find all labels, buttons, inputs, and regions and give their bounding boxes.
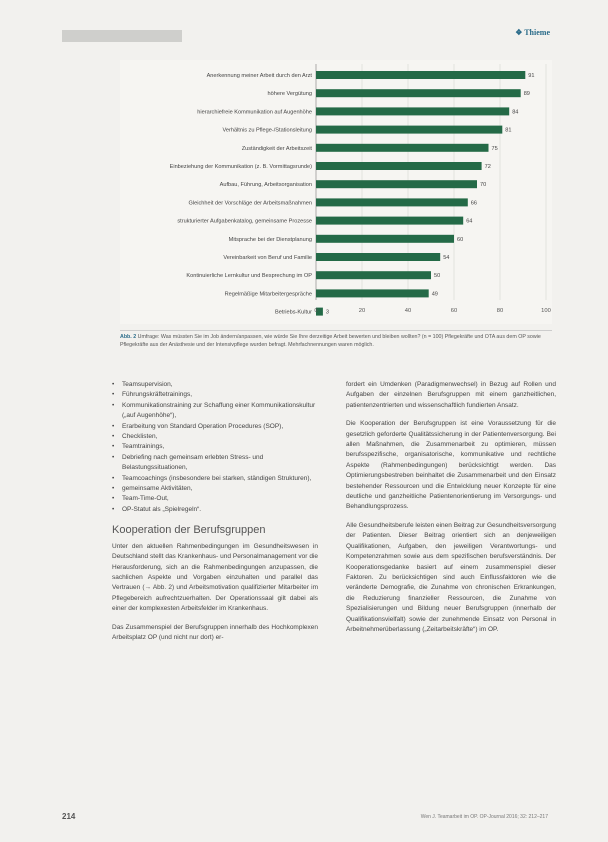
value-label: 49: [431, 291, 438, 298]
left-paragraph-1: Unter den aktuellen Rahmenbedingungen im Gesundheitswesen in Deutschland stellt das Krankenhaus- und Personalmanagement vor die Herausforderung, sich an die Rahmenbedingungen anzupassen, die sachlichen Aspekte und Vorgaben einzuhalten und parallel das Vertrauen (→ Abb. 2) und Arbeitsmotivation qualifizierter Mitarbeiter im Pflegebereich aufrechtzuerhalten. Der Operationssaal gilt dabei als einer der komplexesten Arbeitsfelder im Krankenhaus.: [112, 542, 318, 613]
category-label: Vereinbarkeit von Beruf und Familie: [223, 255, 312, 261]
bullet-item: • Debriefing nach gemeinsam erlebten Stress- und Belastungssituationen,: [112, 453, 318, 474]
value-label: 75: [491, 145, 498, 152]
bar-chart-svg: [0, 0, 608, 330]
chart-background: [120, 60, 552, 324]
bullet-item: • Kommunikationstraining zur Schaffung einer Kommunikationskultur („auf Augenhöhe“),: [112, 401, 318, 422]
value-label: 3: [325, 309, 330, 316]
category-label: höhere Vergütung: [267, 91, 312, 98]
category-label: strukturierter Aufgabenkatalog, gemeinsame Prozesse: [177, 218, 312, 225]
category-label: Mitsprache bei der Dienstplanung: [228, 236, 312, 243]
x-tick-label: 0: [314, 308, 318, 314]
bar: [316, 89, 521, 97]
bar: [316, 144, 489, 152]
right-paragraph-3: Alle Gesundheitsberufe leisten einen Beitrag zur Gesundheitsversorgung der Patienten. Dieser Beitrag orientiert sich an denjeweiligen Qualifikationen, Aufgaben, den jeweiligen Verantwortungs- und Kompetenzrahmen sowie aus dem spezifischen berufsverständnis. Der Kooperationsgedanke basiert auf einem zusammenspiel dieser Faktoren. Zu berücksichtigen sind auch Einflussfaktoren wie die veränderte Demografie, die Zunahme von chronischen Erkrankungen, die Reduzierung finanzieller Ressourcen, die Zunahme von Spezialisierungen und Bildung neuer Berufsgruppen (innerhalb der Qualifikationsvielfalt) sowie der zunehmende Einsatz von Personal in Arbeitnehmerüberlassung („Zeitarbeitskräfte“) im OP.: [346, 521, 556, 633]
bullet-item: • OP-Statut als „Spielregeln“.: [112, 505, 318, 515]
category-label: Betriebs-Kultur: [275, 309, 312, 316]
x-tick-label: 60: [450, 308, 458, 314]
category-label: Gleichheit der Vorschläge der Arbeitsmaßnahmen: [188, 200, 312, 207]
bar: [316, 198, 468, 206]
value-label: 54: [443, 255, 450, 261]
bar: [316, 107, 509, 115]
footer-reference: Wen J. Teamarbeit im OP. OP-Journal 2016; 32: 212–217: [420, 814, 548, 820]
bullet-list: [112, 380, 318, 515]
bullet-item: • Checklisten,: [112, 432, 318, 442]
value-label: 66: [470, 200, 478, 207]
bullet-item: • Erarbeitung von Standard Operation Procedures (SOP),: [112, 422, 318, 432]
publisher-logo: ❖ Thieme: [515, 28, 550, 37]
bullet-item: • Teamsupervision,: [112, 380, 318, 390]
bar: [316, 235, 454, 243]
bar: [316, 217, 463, 225]
x-tick-label: 20: [358, 308, 366, 314]
bar: [316, 271, 431, 279]
category-label: Verhältnis zu Pflege-/Stationsleitung: [222, 127, 312, 134]
bullet-item: • gemeinsame Aktivitäten,: [112, 484, 318, 494]
bullet-item: • Teamtrainings,: [112, 442, 318, 452]
bar: [316, 71, 525, 79]
figure-caption: [120, 330, 552, 349]
bar: [316, 180, 477, 188]
right-paragraph-1: fordert ein Umdenken (Paradigmenwechsel) in Bezug auf Rollen und Aufgaben der einzelnen Berufsgruppen mit einem ganzheitlichen, patientenzentrierten und wissenschaftlich fundierten Ansatz.: [346, 381, 556, 409]
value-label: 91: [528, 73, 535, 79]
value-label: 84: [512, 109, 519, 116]
x-tick-label: 80: [496, 308, 504, 314]
bar: [316, 289, 429, 297]
bar: [316, 126, 502, 134]
right-paragraph-2: Die Kooperation der Berufsgruppen ist eine Voraussetzung für die gesetzlich geforderte Qualitätssicherung in der Patientenversorgung. Bei allen Maßnahmen, die Zusammenarbeit zu optimieren, müssen berufsspezifische, organisatorische, kommunikative und rechtliche Aspekte (Rahmenbedingungen) berücksichtigt werden. Das Optimierungsbestreben beinhaltet die Zusammenarbeit und den Einsatz bestehender Ressourcen und die Entwicklung neuer Konzepte für eine deutliche und ganzheitliche Patientenorientierung im Versorgungs- und Behandlungsprozess.: [346, 420, 556, 511]
bar: [316, 253, 440, 261]
bullet-item: • Führungskräftetrainings,: [112, 390, 318, 400]
category-label: Zuständigkeit der Arbeitszeit: [241, 145, 312, 152]
section-title: Kooperation der Berufsgruppen: [112, 524, 266, 537]
category-label: Kontinuierliche Lernkultur und Besprechung im OP: [186, 273, 312, 280]
value-label: 60: [457, 236, 464, 243]
value-label: 72: [484, 164, 491, 170]
figure-caption-lead: Abb. 2: [120, 334, 137, 340]
category-label: hierarchiefreie Kommunikation auf Augenhöhe: [197, 109, 312, 116]
category-label: Anerkennung meiner Arbeit durch den Arzt: [206, 73, 312, 79]
value-label: 81: [505, 127, 512, 134]
value-label: 70: [480, 182, 487, 189]
figure-caption-text: Umfrage: Was müssten Sie im Job ändern/anpassen, wie würde Sie Ihre derzeitige Arbeit bewerten und bleiben wollten? (n = 100) Pflegekräfte und OTA aus dem OP sowie Pflegekräfte aus der Anästhesie und der Intensivpflege wurden befragt. Mehrfachnennungen waren möglich.: [120, 334, 541, 348]
bar-chart: [0, 0, 608, 330]
left-column: [112, 380, 318, 651]
value-label: 50: [434, 273, 441, 280]
value-label: 64: [466, 218, 473, 225]
category-label: Aufbau, Führung, Arbeitsorganisation: [219, 182, 312, 189]
bar: [316, 162, 482, 170]
right-column: [346, 380, 556, 643]
left-paragraph-2: Das Zusammenspiel der Berufsgruppen innerhalb des Hochkomplexen Arbeitsplatz OP (und nicht nur dort) er-: [112, 623, 318, 641]
page-number: 214: [62, 812, 76, 821]
category-label: Regelmäßige Mitarbeitergespräche: [224, 291, 312, 298]
value-label: 89: [523, 91, 530, 98]
bullet-item: • Teamcoachings (insbesondere bei starken, ständigen Strukturen),: [112, 474, 318, 484]
category-label: Einbeziehung der Kommunikation (z. B. Vormittagsrunde): [169, 164, 312, 170]
x-tick-label: 100: [541, 308, 551, 314]
x-tick-label: 40: [404, 308, 412, 314]
bullet-item: • Team-Time-Out,: [112, 494, 318, 504]
